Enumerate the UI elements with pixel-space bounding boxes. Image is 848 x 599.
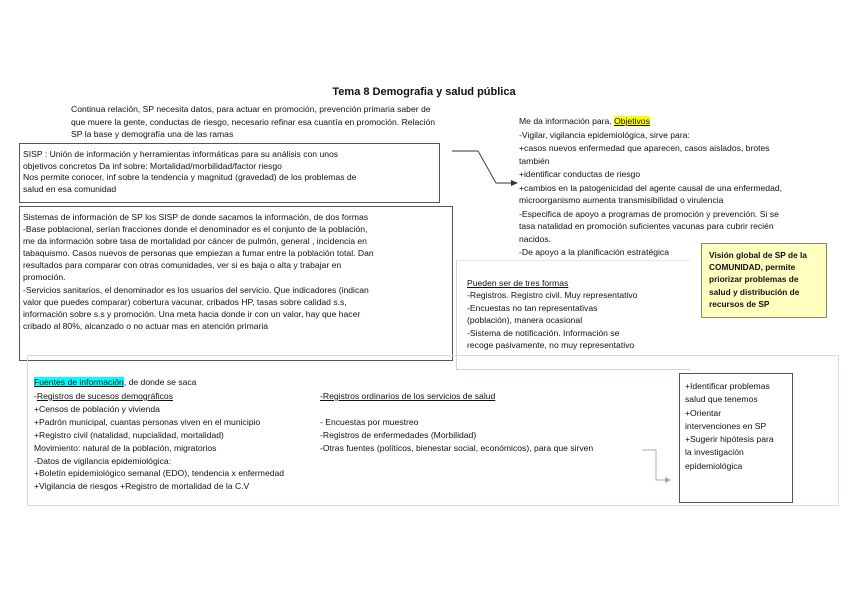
systems-text: Sistemas de información de SP los SISP de donde sacamos la información, de dos formas -Base poblacional, serían fracciones donde el denominador es el conjunto de la población, me da información sobre tasa de mortalidad por cáncer de pulmón, general , incidencia en tabaquismo. Casos nuevos de personas que empiezan a fumar entre la población total. Dan resultados para comparar con otras comunidades, ver si es baja o alta y trabajar en promoción. -Servicios sanitarios, el denominador es los usuarios del servicio. Que indicadores (indican valor que puedes comparar) cobertura vacunar, cribados HP, tasas sobre calidad s.s, información sobre s.s y promoción. Una meta hacia donde ir con un valor, hay que hacer cribado al 80%, alcanzado o no actuar mas en atención primaria [23,212,374,331]
objectives-highlight: Objetivos [614,116,650,126]
page-title: Tema 8 Demografia y salud pública [332,86,516,98]
purpose-text: +Identificar problemas salud que tenemos +Orientar intervenciones en SP +Sugerir hipótesis para la investigación epidemiológica [685,381,774,471]
intro-text: Continua relación, SP necesita datos, para actuar en promoción, prevención primaria saber de que muere la gente, conductas de riesgo, necesario refinar esa cuantía en promoción. Relación SP la base y demografía una de las ramas [71,104,436,139]
connector-arrow-icon [440,145,530,190]
vision-text: Visión global de SP de la COMUNIDAD, permite priorizar problemas de salud y distribución de recursos de SP [709,250,807,309]
three-forms-heading: Pueden ser de tres formas [467,278,569,288]
sources-left-column: -Registros de sucesos demográficos +Censos de población y vivienda +Padrón municipal, cuantas personas viven en el municipio +Registro civil (natalidad, nupcialidad, mortalidad) Movimiento: natural de la población, migratorios -Datos de vigilancia epidemiológica: +Boletín epidemiológico semanal (EDO), tendencia x enfermedad +Vigilancia de riesgos +Registro de mortalidad de la C.V [34,391,285,492]
three-forms-text: Pueden ser de tres formas -Registros. Registro civil. Muy representativo -Encuestas no tan representativas (población), manera ocasional -Sistema de notificación. Información se recoge pasivamente, no muy representativo [467,278,638,351]
objectives-text: Me da información para. Objetivos -Vigilar, vigilancia epidemiológica, sirve para: +casos nuevos enfermedad que aparecen, casos aislados, brotes también +identificar conductas de riesgo +cambios en la patogenicidad del agente causal de una enfermedad, microorganismo aumenta transmisibilidad o virulencia -Especifica de apoyo a programas de promoción y prevención. Si se tasa natalidad en promoción suficientes vacunas para cubrir recién nacidos. -De apoyo a la planificación estratégica [519,116,783,257]
sisp-text: SISP : Unión de información y herramientas informáticas para su análisis con unos objetivos concretos Da inf sobre: Mortalidad/morbilidad/factor riesgo Nos permite conocer, inf sobre la tendencia y magnitud (gravedad) de los problemas de salud en esa comunidad [23,149,357,194]
purpose-arrow-icon [640,446,674,486]
sources-right-column: -Registros ordinarios de los servicios de salud - Encuestas por muestreo -Registros de enfermedades (Morbilidad) -Otras fuentes (políticos, bienestar social, económicos), para que sirven [320,391,594,453]
sources-heading: Fuentes de información, de donde se saca [34,377,197,387]
